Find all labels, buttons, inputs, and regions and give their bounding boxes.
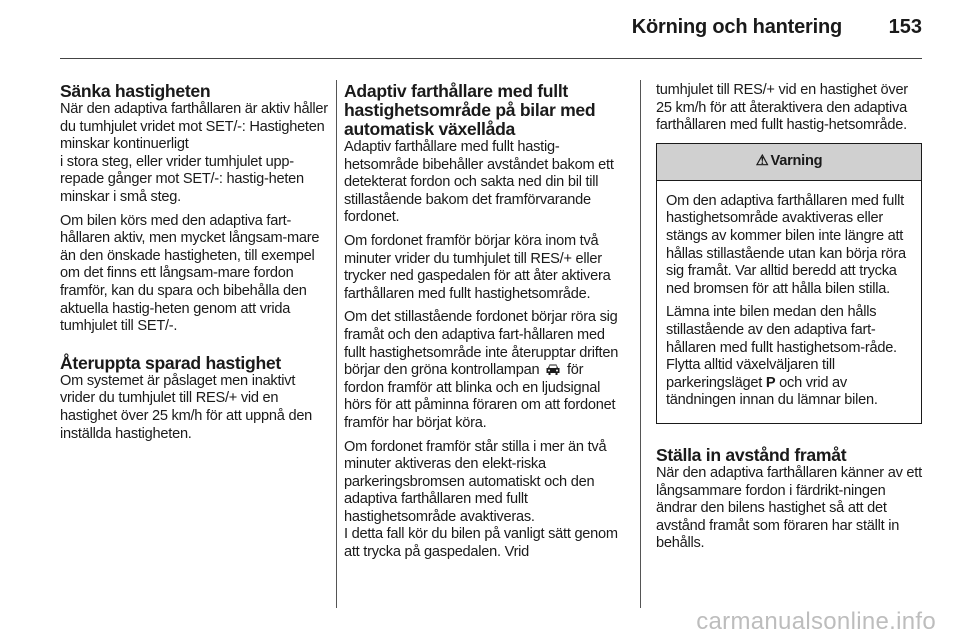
page-number: 153 [888, 16, 922, 38]
paragraph-text: Om det stillastående fordonet börjar röra sig framåt och den adaptiva fart-hållaren med fullt hastighetsområde inte återupptar driften börjar den gröna kontrollampan [344, 309, 619, 379]
paragraph [344, 309, 626, 432]
warning-title: Varning [770, 152, 823, 169]
column-3 [656, 82, 922, 559]
warning-header [657, 144, 921, 181]
warning-body [657, 181, 921, 423]
column-1 [60, 82, 328, 449]
paragraph: Om systemet är påslaget men inaktivt vrider du tumhjulet till RES/+ vid en hastighet över 25 km/h för att uppnå den inställda hastigheten. [60, 372, 313, 442]
paragraph: i stora steg, eller vrider tumhjulet upp-repade gånger mot SET/-: hastig-heten minskar i små steg. [60, 153, 304, 205]
warning-paragraph: Om den adaptiva farthållaren med fullt hastighetsområde avaktiveras eller stängs av kommer bilen inte längre att hållas stillastående utan kan börja röra sig framåt. Var alltid beredd att trycka ned bromsen för att hålla bilen stilla. [666, 192, 906, 297]
park-position-label: P [765, 374, 776, 391]
paragraph: Om fordonet framför står stilla i mer än två minuter aktiveras den elekt-riska parkeringsbromsen automatiskt och den adaptiva farthållaren med fullt hastighetsområde avaktiveras. [344, 438, 607, 525]
paragraph-text: för fordon framför att blinka och en ljudsignal hörs för att påminna föraren om att fordonet framför har börjat köra. [344, 362, 616, 431]
warning-text: och vrid av tändningen innan du lämnar bilen. [666, 374, 878, 409]
warning-text: Lämna inte bilen medan den hålls stillastående av den adaptiva fart-hållaren med fullt hastighetsom-råde. Flytta alltid växelväljaren till parkeringsläget [666, 304, 897, 391]
warning-box [656, 143, 922, 424]
paragraph: tumhjulet till RES/+ vid en hastighet över 25 km/h för att återaktivera den adaptiva farthållaren med fullt hastig-hetsområde. [656, 82, 908, 134]
section-heading-resume-speed: Återuppta sparad hastighet [60, 352, 281, 373]
header-rule [60, 58, 922, 59]
section-heading-full-speed-range-acc: Adaptiv farthållare med fullt hastighetsområde på bilar med automatisk växellåda [344, 81, 596, 139]
vehicle-ahead-icon [545, 363, 561, 376]
paragraph: När den adaptiva farthållaren är aktiv håller du tumhjulet vridet mot SET/-: Hastigheten minskar kontinuerligt [60, 101, 328, 153]
paragraph: Om fordonet framför börjar köra inom två minuter vrider du tumhjulet till RES/+ eller trycker ned gaspedalen för att åter aktivera farthållaren med fullt hastighetsområde. [344, 232, 611, 302]
paragraph: I detta fall kör du bilen på vanligt sätt genom att trycka på gaspedalen. Vrid [344, 526, 618, 561]
paragraph: När den adaptiva farthållaren känner av ett långsammare fordon i färdrikt-ningen ändrar den bilens hastighet så att det avstånd framåt som föraren har ställt in behålls. [656, 464, 922, 552]
column-divider [640, 80, 641, 608]
watermark: carmanualsonline.info [696, 608, 936, 635]
paragraph: Om bilen körs med den adaptiva fart-hållaren aktiv, men mycket långsam-mare än den önskade hastigheten, till exempel om det finns ett långsam-mare fordon framför, kan du spara och bibehålla den aktuella hastig-heten genom att vrida tumhjulet till SET/-. [60, 212, 320, 335]
header-title: Körning och hantering [631, 16, 842, 38]
paragraph: Adaptiv farthållare med fullt hastig-hetsområde bibehåller avståndet bakom ett detekterat fordon och sakta ned din bil till stillastående bakom det framförvarande fordonet. [344, 139, 614, 226]
section-heading-lower-speed: Sänka hastigheten [60, 81, 211, 101]
warning-triangle-icon: ⚠ [755, 152, 769, 169]
column-2 [344, 82, 626, 568]
column-divider [336, 80, 337, 608]
warning-paragraph [666, 304, 912, 410]
section-heading-set-distance: Ställa in avstånd framåt [656, 444, 847, 465]
